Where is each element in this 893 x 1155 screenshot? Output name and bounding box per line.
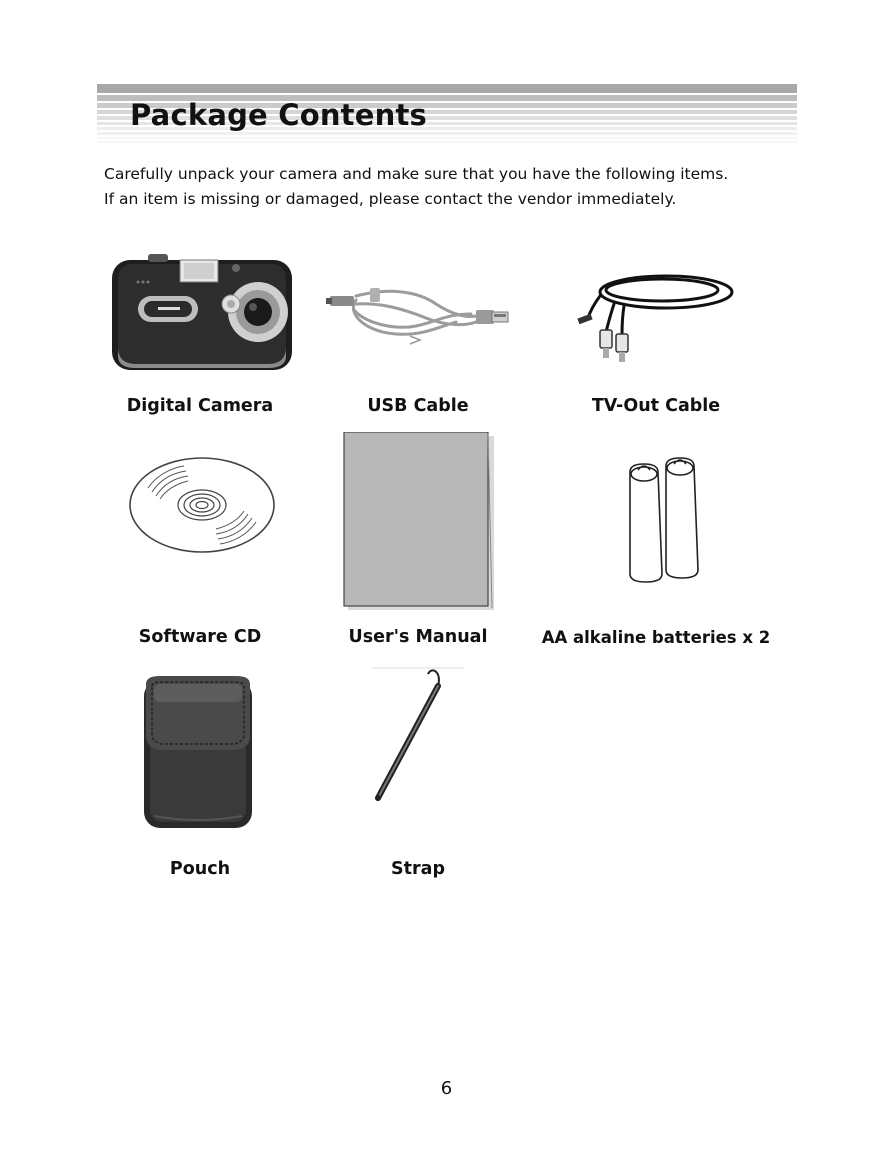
manual-icon [342,432,496,612]
intro-line-1: Carefully unpack your camera and make sure that you have the following items. [104,165,729,183]
item-label-software-cd: Software CD [138,627,262,647]
item-label-digital-camera: Digital Camera [126,396,274,416]
intro-line-2: If an item is missing or damaged, please contact the vendor immediately. [104,190,677,208]
tv-out-cable-icon [570,260,742,372]
item-label-aa-batteries: AA alkaline batteries x 2 [541,628,771,647]
item-label-strap: Strap [391,859,445,879]
item-label-pouch: Pouch [169,859,231,879]
item-label-users-manual: User's Manual [348,627,488,647]
item-label-tv-out-cable: TV-Out Cable [591,396,721,416]
pouch-icon [140,674,256,832]
camera-icon [108,252,294,374]
intro-text [104,162,824,212]
usb-cable-icon [326,274,510,346]
page-title: Package Contents [130,98,427,132]
cd-icon [126,454,278,556]
batteries-icon [622,456,704,584]
item-label-usb-cable: USB Cable [367,396,469,416]
strap-icon [366,664,466,806]
page-number: 6 [440,1078,453,1099]
